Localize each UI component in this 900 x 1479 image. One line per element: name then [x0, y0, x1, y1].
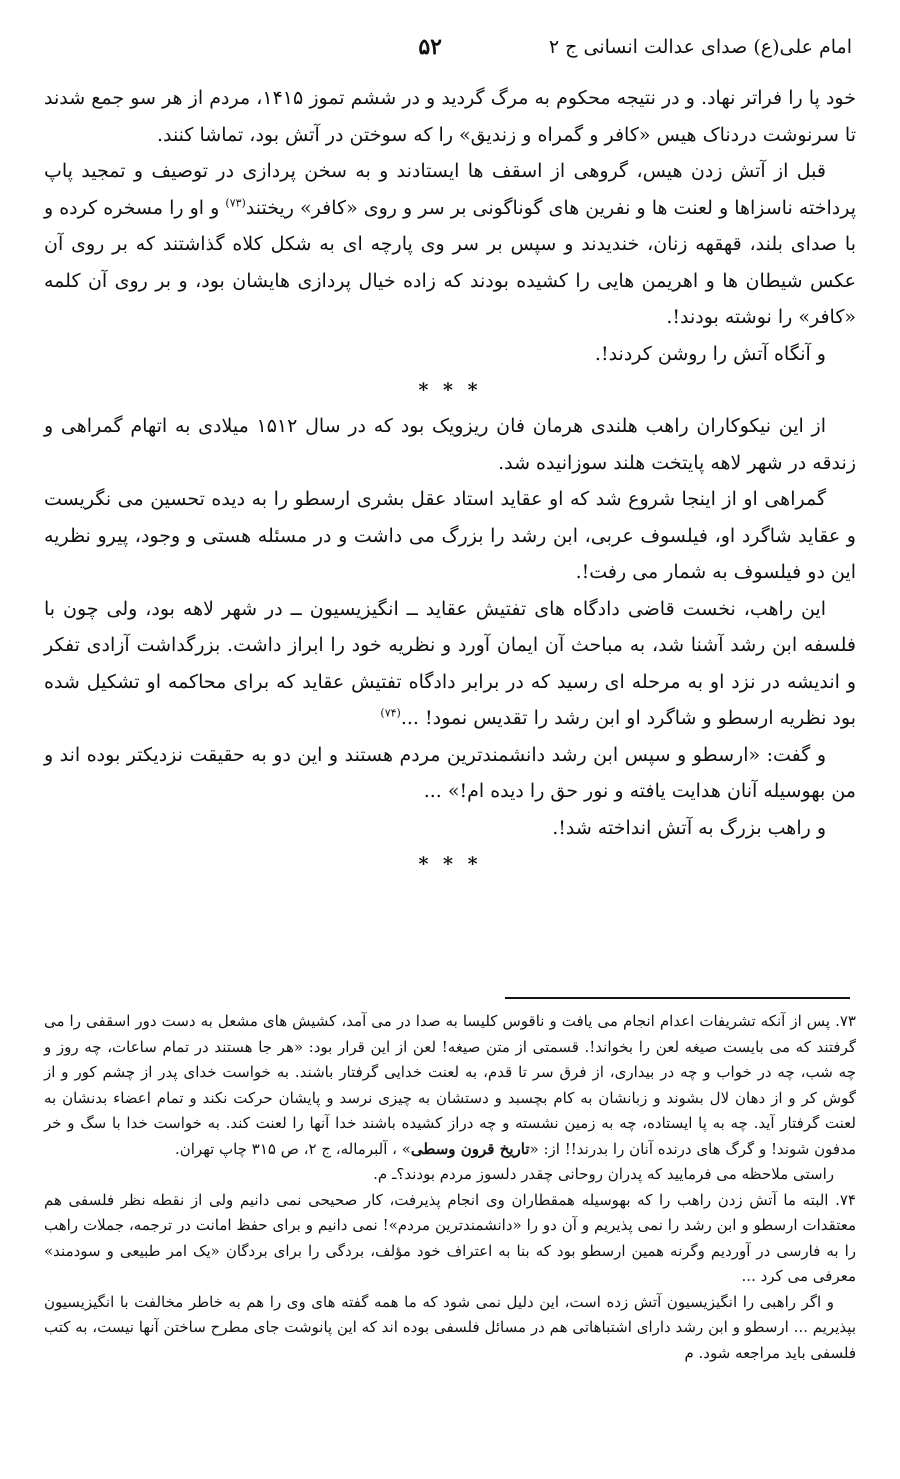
- footnote-text: ۷۳. پس از آنکه تشریفات اعدام انجام می یافت و ناقوس کلیسا به صدا در می آمد، کشیش های مشعل به دست دور اسقفی را می گرفتند که می بایست صیغه لعن را بخواند!. قسمتی از متن صیغه! لعن از این قرار بود: «هر جا هستند در تمام ساعات، چه روز و چه شب، چه در خواب و چه در بیداری، از فرق سر تا قدم، به لعنت خدایی گرفتار باشند. به خواست خدای پدر از چشم کور و از گوش کر و از دهان لال بشوند و زبانشان به کام بچسبد و دستشان به چیزی نرسد و پایشان حرکت نکند و تمام اعضاء بدنشان به لعنت گرفتار آید. چه به پا ایستاده، چه به زمین نشسته و چه دراز کشیده باشند خدا آنها را لعنت کند. به خواست خدا با سگ و خر مدفون شوند! و گرگ های درنده آنان را بدرند!! از:: [44, 1012, 856, 1158]
- paragraph: و راهب بزرگ به آتش انداخته شد!.: [552, 816, 826, 839]
- section-separator: * * *: [418, 379, 482, 401]
- page-header: [48, 36, 852, 66]
- paragraph: [44, 153, 856, 336]
- footnote-ref: (۷۳): [225, 196, 246, 210]
- section-separator: * * *: [418, 853, 482, 875]
- paragraph: خود پا را فراتر نهاد. و در نتیجه محکوم به مرگ گردید و در ششم تموز ۱۴۱۵، مردم از هر سو جمع شدند تا سرنوشت دردناک هیس «کافر و گمراه و زندیق» را که سوختن در آتش بود، تماشا کنند.: [44, 87, 856, 146]
- footnote-73: ۷۳. پس از آنکه تشریفات اعدام انجام می یافت و ناقوس کلیسا به صدا در می آمد، کشیش های مشعل به دست دور اسقفی را می گرفتند که می بایست صیغه لعن را بخواند!. قسمتی از متن صیغه! لعن از این قرار بود: «هر جا هستند در تمام ساعات، چه روز و چه شب، چه در خواب و چه در بیداری، از فرق سر تا قدم، به لعنت خدایی گرفتار باشند. به خواست خدای پدر از چشم کور و از گوش کر و از دهان لال بشوند و زبانشان به کام بچسبد و دستشان به چیزی نرسد و پایشان حرکت نکند و تمام اعضاء بدنشان به لعنت گرفتار آید. چه به پا ایستاده، چه به زمین نشسته و چه دراز کشیده باشند خدا آنها را لعنت کند. به خواست خدا با سگ و خر مدفون شوند! و گرگ های درنده آنان را بدرند!! از: «تاریخ قرون وسطی» ، آلبرماله، ج ۲، ص ۳۱۵ چاپ تهران.: [44, 1012, 856, 1158]
- footnote-source-title: تاریخ قرون وسطی: [410, 1139, 530, 1158]
- footnote-74: ۷۴. البته ما آتش زدن راهب را که بهوسیله همقطاران وی انجام پذیرفت، کار صحیحی نمی دانیم ولی از نقطه نظر فلسفی هم معتقدات ارسطو و ابن رشد را نمی پذیریم و آن دو را «دانشمندترین مردم»! نمی دانیم و برای حفظ امانت در ترجمه، جملات راهب را به فارسی در آوردیم وگرنه همین ارسطو بود که بنا به اعتراف خود مؤلف، بردگی را برای بردگان «یک امر طبیعی و سودمند» معرفی می کرد ...: [44, 1190, 856, 1285]
- footnote-73-note: راستی ملاحظه می فرمایید که پدران روحانی چقدر دلسوز مردم بودند؟ـ م.: [373, 1165, 834, 1183]
- running-title: امام علی(ع) صدای عدالت انسانی ج ۲: [548, 36, 852, 58]
- footnotes: [44, 1009, 856, 1366]
- paragraph-part: این راهب، نخست قاضی دادگاه های تفتیش عقاید ــ انگیزیسیون ــ در شهر لاهه بود، ولی چون با فلسفه ابن رشد آشنا شد، به مباحث آن ایمان آورد و نظریه خود را ابراز داشت. بزرگداشت آزادی تفکر و اندیشه در نزد او به مرحله ای رسید که در برابر دادگاه تفتیش عقاید که برای محاکمه او تشکیل شده بود نظریه ارسطو و شاگرد او ابن رشد را تقدیس نمود! ...: [44, 597, 856, 729]
- page-number: ۵۲: [418, 34, 442, 60]
- paragraph-part: قبل از آتش زدن هیس، گروهی از اسقف ها ایستادند و به سخن پردازی در توصیف و تمجید پاپ پرداخته ناسزاها و لعنت ها و نفرین های گوناگونی بر سر و روی «کافر» ریختند: [44, 160, 856, 219]
- paragraph-part: و او را مسخره کرده و با صدای بلند، قهقهه زنان، خندیدند و سپس بر سر وی پارچه ای به شکل کلاه گذاشتند که بر روی آن عکس شیطان ها و اهریمن هایی را کشیده بودند که زاده خیال پردازی هایشان بود، و بر روی آن کلمه «کافر» را نوشته بودند!.: [44, 196, 856, 328]
- paragraph: و گفت: «ارسطو و سپس ابن رشد دانشمندترین مردم هستند و این دو به حقیقت نزدیکتر بوده اند و من بهوسیله آنان هدایت یافته و نور حق را دیده ام!» ...: [44, 743, 856, 802]
- footnote-divider: [505, 997, 850, 999]
- footnote-74-note: و اگر راهبی را انگیزیسیون آتش زده است، این دلیل نمی شود که ما همه گفته های وی را هم به خاطر مخالفت با انگیزیسیون بپذیریم ... ارسطو و ابن رشد دارای اشتباهاتی هم در مسائل فلسفی بوده اند که این پانوشت جای مطرح ساختن آنها نیست، به کتب فلسفی باید مراجعه شود. م: [44, 1292, 856, 1362]
- paragraph: [44, 591, 856, 737]
- footnote-ref: (۷۴): [380, 706, 401, 720]
- paragraph: از این نیکوکاران راهب هلندی هرمان فان ریزویک بود که در سال ۱۵۱۲ میلادی به اتهام گمراهی و زندقه در شهر لاهه پایتخت هلند سوزانیده شد.: [44, 415, 856, 474]
- main-text: [44, 80, 856, 882]
- footnote-source: » ، آلبرماله، ج ۲، ص ۳۱۵ چاپ تهران.: [174, 1139, 411, 1158]
- paragraph: و آنگاه آتش را روشن کردند!.: [594, 342, 826, 365]
- paragraph: گمراهی او از اینجا شروع شد که او عقاید استاد عقل بشری ارسطو را به دیده تحسین می نگریست و عقاید شاگرد او، فیلسوف عربی، ابن رشد را بزرگ می داشت و در مسئله هستی و وجود، پیرو نظریه این دو فیلسوف به شمار می رفت!.: [44, 488, 856, 583]
